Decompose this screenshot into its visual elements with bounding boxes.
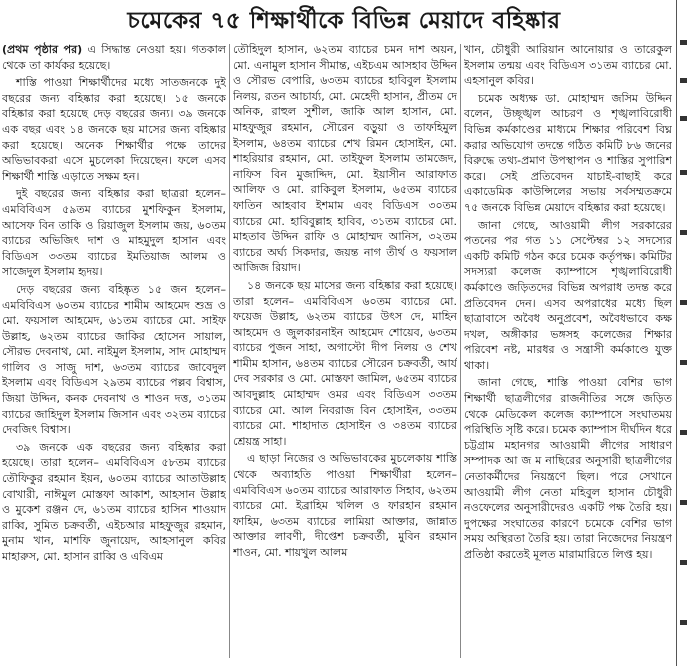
edge-text-fragment [680, 116, 687, 121]
edge-text-fragment [680, 230, 687, 235]
continuation-note: (প্রথম পৃষ্ঠার পর) [2, 43, 83, 56]
edge-text-fragment [680, 620, 687, 625]
article-column-2 [233, 42, 457, 660]
paragraph: তৌহিদুল হাসান, ৬২তম ব্যাচের চমন দাশ অয়ন, মো. এনামুল হাসান সীমান্ত, এইচএম আসহাব উদ্দিন ও সৌরভ বেপারি, ৬৩তম ব্যাচের হাবিবুল ইসলাম নিলয়, রতন আচার্য্য, মো. মেহেদী হাসান, প্রীতম দে অনিক, রাহুল সুশীল, জাকি আল হাসান, মো. মাহফুজুর রহমান, সৌরেন বড়ুয়া ও তাফহিমুল ইসলাম, ৬৪তম ব্যাচের শেখ রিমন হোসাইন, মো. শাহরিয়ার রহমান, মো. তাইফুল ইসলাম তামজেদ, নাফিস বিন মুজাদ্দিদ, মো. ইয়াসীন আরাফাত আলিফ ও মো. রাকিবুল ইসলাম, ৬৫তম ব্যাচের ফাতিন আহবাব ইশমাম এবং বিডিএস ৩০তম ব্যাচের মো. হাবিবুল্লাহ হাবিব, ৩১তম ব্যাচের মো. মাহতাব উদ্দিন রাফি ও মোহাম্মদ আনিস, ৩২তম ব্যাচের অর্ঘ্য সিকদার, জয়ন্ত নাগ তীর্থ ও ফয়সাল আজিজ রিয়াদ। [233, 43, 457, 275]
edge-text-fragment [680, 78, 687, 83]
edge-text-fragment [680, 430, 687, 435]
article-column-3 [464, 42, 672, 660]
paragraph: জানা গেছে, শাস্তি পাওয়া বেশির ভাগ শিক্ষার্থী ছাত্রলীগের রাজনীতির সঙ্গে জড়িত থেকে মেডিকেল কলেজ ক্যাম্পাসে সংঘাতময় পরিস্থিতি সৃষ্টি করে। চমেক ক্যাম্পাস দীর্ঘদিন ধরে চট্টগ্রাম মহানগর আওয়ামী লীগের সাধারণ সম্পাদক আ জ ম নাছিরের অনুসারী ছাত্রলীগের নেতাকর্মীদের নিয়ন্ত্রণে ছিল। পরে সেখানে আওয়ামী লীগ নেতা মহিবুল হাসান চৌধুরী নওফেলের অনুসারীদেরও একটি পক্ষ তৈরি হয়। দুপক্ষের সংঘাতের কারণে চমেকে বেশির ভাগ সময় অস্থিরতা তৈরি হয়। তারা নিজেদের নিয়ন্ত্রণ প্রতিষ্ঠা করতেই মূলত মারামারিতে লিপ্ত হয়। [464, 376, 672, 561]
paragraph: দেড় বছরের জন্য বহিষ্কৃত ১৫ জন হলেন– এমবিবিএস ৬০তম ব্যাচের শামীম আহমেদ শুভ্র ও মো. ফয়সাল আহমেদ, ৬১তম ব্যাচের মো. সাইফ উল্লাহ, ৬২তম ব্যাচের জাকির হোসেন সায়াল, সৌরভ দেবনাথ, মো. নাইমুল ইসলাম, সাদ মোহাম্মদ গালিব ও সাজু দাশ, ৬৩তম ব্যাচের জাবেদুল ইসলাম এবং বিডিএস ২৯তম ব্যাচের পল্লব বিশ্বাস, জিয়া উদ্দিন, কনক দেবনাথ ও শাওন দত্ত, ৩১তম ব্যাচের জাহিদুল ইসলাম জিসান এবং ৩২তম ব্যাচের দেবজিৎ বিশ্বাস। [2, 282, 226, 437]
paragraph: ১৪ জনকে ছয় মাসের জন্য বহিষ্কার করা হয়েছে। তারা হলেন– এমবিবিএস ৬০তম ব্যাচের মো. ফয়েজ উল্লাহ, ৬২তম ব্যাচের উৎস দে, মাহিন আহমেদ ও জুলকারনাইন আহমেদ শোয়েব, ৬৩তম ব্যাচের পুজন সাহা, অগাস্টো দীপ নিলয় ও শেখ শামীম হাসান, ৬৪তম ব্যাচের সৌরেন চক্রবর্তী, আর্য দেব সরকার ও মো. মোস্তফা জামিল, ৬৫তম ব্যাচের আবদুল্লাহ মোহাম্মদ ওমর এবং বিডিএস ৩৩তম ব্যাচের মো. আল নিবরাজ বিন হোসাইন, ৩৩তম ব্যাচের মো. শাহাদাত হোসাইন ও ৩৪তম ব্যাচের শ্রেয়ন্ত্র সাহা। [233, 278, 457, 448]
paragraph: শাস্তি পাওয়া শিক্ষার্থীদের মধ্যে সাতজনকে দুই বছরের জন্য বহিষ্কার করা হয়েছে। ১৫ জনকে বহিষ্কার করা হয়েছে দেড় বছরের জন্য। ৩৯ জনকে এক বছর এবং ১৪ জনকে ছয় মাসের জন্য বহিষ্কার করা হয়েছে। অনেক শিক্ষার্থীর পক্ষে তাদের অভিভাবকরা এসে মুচলেকা দিয়েছেন। ফলে এসব শিক্ষার্থী শাস্তি এড়াতে সক্ষম হন। [2, 76, 226, 183]
edge-text-fragment [680, 360, 687, 365]
edge-text-fragment [680, 500, 687, 505]
continuation-paragraph [2, 42, 226, 73]
article-column-1 [2, 42, 226, 660]
column-divider [229, 44, 230, 658]
edge-text-fragment [680, 40, 687, 45]
paragraph-text: এ সিদ্ধান্ত নেওয়া হয়। গতকাল থেকে তা কার্যকর হয়েছে। [2, 43, 226, 72]
paragraph: খান, চৌধুরী আরিয়ান আনোয়ার ও তারেকুল ইসলাম তন্ময় এবং বিডিএস ৩১তম ব্যাচের মো. এহসানুল কবির। [464, 43, 672, 88]
edge-text-fragment [680, 170, 687, 175]
paragraph: জানা গেছে, আওয়ামী লীগ সরকারের পতনের পর গত ১১ সেপ্টেম্বর ১২ সদস্যের একটি কমিটি গঠন করে চমেক কর্তৃপক্ষ। কমিটির সদস্যরা কলেজ ক্যাম্পাসে শৃঙ্খলাবিরোধী কর্মকাণ্ডে জড়িতদের বিভিন্ন অপরাধ তদন্ত করে প্রতিবেদন দেন। এসব অপরাধের মধ্যে ছিল ছাত্রাবাসে অবৈধ অনুপ্রবেশ, অবৈধভাবে কক্ষ দখল, অঙ্গীকার ভঙ্গসহ কলেজের শিক্ষার পরিবেশ নষ্ট, মারধর ও সন্ত্রাসী কর্মকাণ্ডে যুক্ত থাকা। [464, 218, 672, 372]
edge-text-fragment [680, 300, 687, 305]
paragraph: চমেক অধ্যক্ষ ডা. মোহাম্মদ জসিম উদ্দিন বলেন, উচ্ছৃঙ্খল আচরণ ও শৃঙ্খলাবিরোধী বিভিন্ন কর্মকাণ্ডের মাধ্যমে শিক্ষার পরিবেশ বিঘ্ন করার অভিযোগ তদন্তে গঠিত কমিটি ৮৬ জনের বিরুদ্ধে তথ্য-প্রমাণ উপস্থাপন ও শাস্তির সুপারিশ করে। সেই প্রতিবেদন যাচাই-বাছাই করে একাডেমিক কাউন্সিলের সভায় সর্বসম্মতক্রমে ৭৫ জনকে বিভিন্ন মেয়াদে বহিষ্কার করা হয়েছে। [464, 91, 672, 214]
edge-text-fragment [680, 560, 687, 565]
column-divider [460, 44, 461, 658]
adjacent-article-edge [676, 0, 688, 666]
paragraph: এ ছাড়া নিজের ও অভিভাবকের মুচলেকায় শাস্তি থেকে অব্যাহতি পাওয়া শিক্ষার্থীরা হলেন– এমবিবিএস ৬০তম ব্যাচের আরাফাত সিহাব, ৬২তম ব্যাচের মো. ইব্রাহিম খলিল ও ফারহান রহমান ফাহিম, ৬৩তম ব্যাচের লামিয়া আক্তার, জান্নাত আক্তার লাবণী, দীপ্তেশ চক্রবর্তী, মুবিন রহমান শাওন, মো. শায়খুল আলম [233, 452, 457, 559]
paragraph: দুই বছরের জন্য বহিষ্কার করা ছাত্ররা হলেন– এমবিবিএস ৫৯তম ব্যাচের মুশফিকুন ইসলাম, আসেফ বিন তাকি ও রিয়াজুল ইসলাম জয়, ৬০তম ব্যাচের অভিজিৎ দাশ ও মাহমুদুল হাসান এবং বিডিএস ৩৩তম ব্যাচের ইমতিয়াজ আলম ও সাজেদুল ইসলাম হৃদয়। [2, 187, 226, 279]
paragraph: ৩৯ জনকে এক বছরের জন্য বহিষ্কার করা হয়েছে। তারা হলেন– এমবিবিএস ৫৮তম ব্যাচের তৌফিকুর রহমান ইয়ন, ৬০তম ব্যাচের আতাউল্লাহ বোখারী, নাঈমুল মোস্তফা আকাশ, আহসান উল্লাহ ও মুকেশ রঞ্জন দে, ৬১তম ব্যাচের হাসিন শাওয়াদ রাব্বি, সুমিত চক্রবর্তী, এইচআর মাহফুজুর রহমান, মুনাম খান, মাশফি জুনায়েদ, আহসানুল কবির মাহারুস, মো. হাসান রাব্বি ও এবিএম [2, 440, 226, 563]
headline: চমেকের ৭৫ শিক্ষার্থীকে বিভিন্ন মেয়াদে বহিষ্কার [127, 8, 561, 34]
